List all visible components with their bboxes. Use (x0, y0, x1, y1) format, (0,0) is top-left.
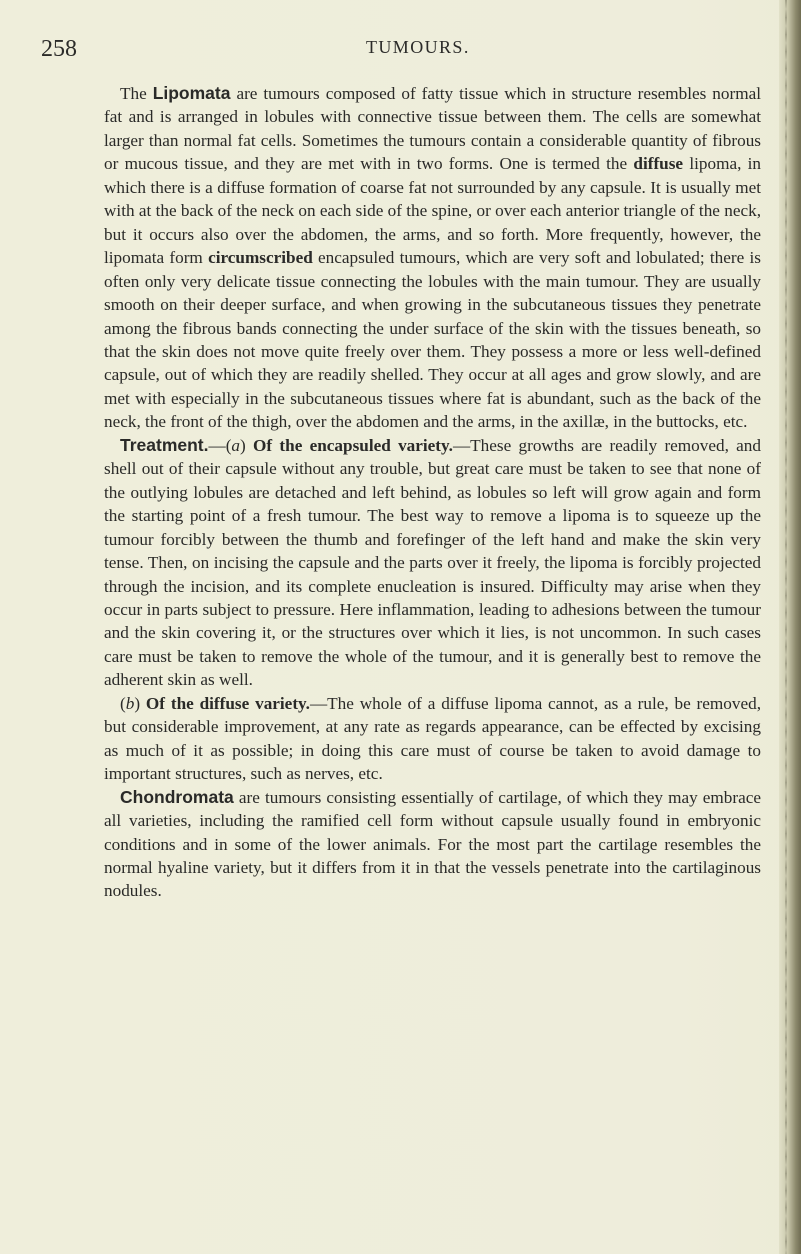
subheading-diffuse: Of the diffuse variety. (145, 693, 310, 713)
term-chondromata: Chondromata (120, 786, 234, 807)
list-letter: a (231, 435, 241, 455)
dash: —( (208, 435, 232, 455)
paragraph-text: are tumours consisting essentially of cartilage, of which they may embrace all varieties, including the ramified cell form without capsule usually found in embryonic conditions and in some of the lower animals. For the most part the cartilage resembles the normal hyaline variety, but it differs from it in that the vessels penetrate into the cartilaginous nodules. (104, 787, 761, 901)
paragraph-chondromata (104, 786, 761, 903)
paragraph-text: —The whole of a diffuse lipoma cannot, as a rule, be removed, but considerable improvement, at any rate as regards appearance, can be effected by excising as much of it as possible; in doing this care must of course be taken to avoid damage to important structures, such as nerves, etc. (104, 693, 761, 784)
page-number: 258 (41, 36, 77, 62)
open-paren: ( (120, 693, 126, 713)
paragraph-treatment (104, 434, 761, 692)
paragraph-text: —These growths are readily removed, and shell out of their capsule without any trouble, but great care must be taken to see that none of the outlying lobules are detached and left behind, as lobules so left will grow again and form the starting point of a fresh tumour. The best way to remove a lipoma is to squeeze up the tumour forcibly between the thumb and forefinger of the left hand and make the skin very tense. Then, on incising the capsule and the parts over it freely, the lipoma is forcibly projected through the incision, and its complete enucleation is insured. Difficulty may arise when they occur in parts subject to pressure. Here inflammation, leading to adhesions between the tumour and the skin covering it, or the structures over which it lies, is not uncommon. In such cases care must be taken to remove the whole of the tumour, and it is generally best to remove the adherent skin as well. (104, 435, 761, 690)
running-title: TUMOURS. (366, 37, 470, 57)
paragraph-text: are tumours composed of fatty tissue which in structure resembles normal fat and is arranged in lobules with connective tissue between them. The cells are somewhat larger than normal fat cells. Sometimes the tumours contain a considerable quantity of fibrous or mucous tissue, and they are met with in two forms. One is termed the (104, 84, 761, 174)
page-edge-shadow (779, 0, 801, 1254)
paragraph-diffuse-variety (104, 692, 761, 786)
text-before: The (120, 84, 153, 103)
term-circumscribed: circumscribed (208, 248, 313, 268)
term-treatment: Treatment. (120, 434, 209, 455)
paragraph-text: lipoma, in which there is a diffuse formation of coarse fat not surrounded by any capsule. It is usually met with at the back of the neck on each side of the spine, or over each anterior triangle of the neck, but it occurs also over the abdomen, the arms, and so forth. More frequently, however, the lipomata form (104, 154, 762, 268)
paragraph-text: encapsuled tumours, which are very soft and lobulated; there is often only very delicate tissue connecting the lobules with the main tumour. They are usually smooth on their deeper surface, and when growing in the subcutaneous tissues they penetrate among the fibrous bands connecting the under surface of the skin with the tissues beneath, so that the skin does not move quite freely over them. They possess a more or less well-defined capsule, out of which they are readily shelled. They occur at all ages and grow slowly, and are met with especially in the subcutaneous tissues where fat is abundant, such as the back of the neck, the front of the thigh, over the abdomen and the arms, in the axillæ, in the buttocks, etc. (104, 248, 761, 432)
running-head (41, 32, 721, 62)
close-paren: ) (134, 693, 146, 713)
body-text (104, 82, 761, 903)
close-paren: ) (240, 435, 254, 455)
list-letter: b (125, 693, 135, 713)
term-diffuse: diffuse (633, 154, 684, 174)
paragraph-lipomata (104, 82, 761, 434)
subheading-encapsuled: Of the encapsuled variety. (253, 435, 453, 455)
term-lipomata: Lipomata (152, 83, 231, 103)
